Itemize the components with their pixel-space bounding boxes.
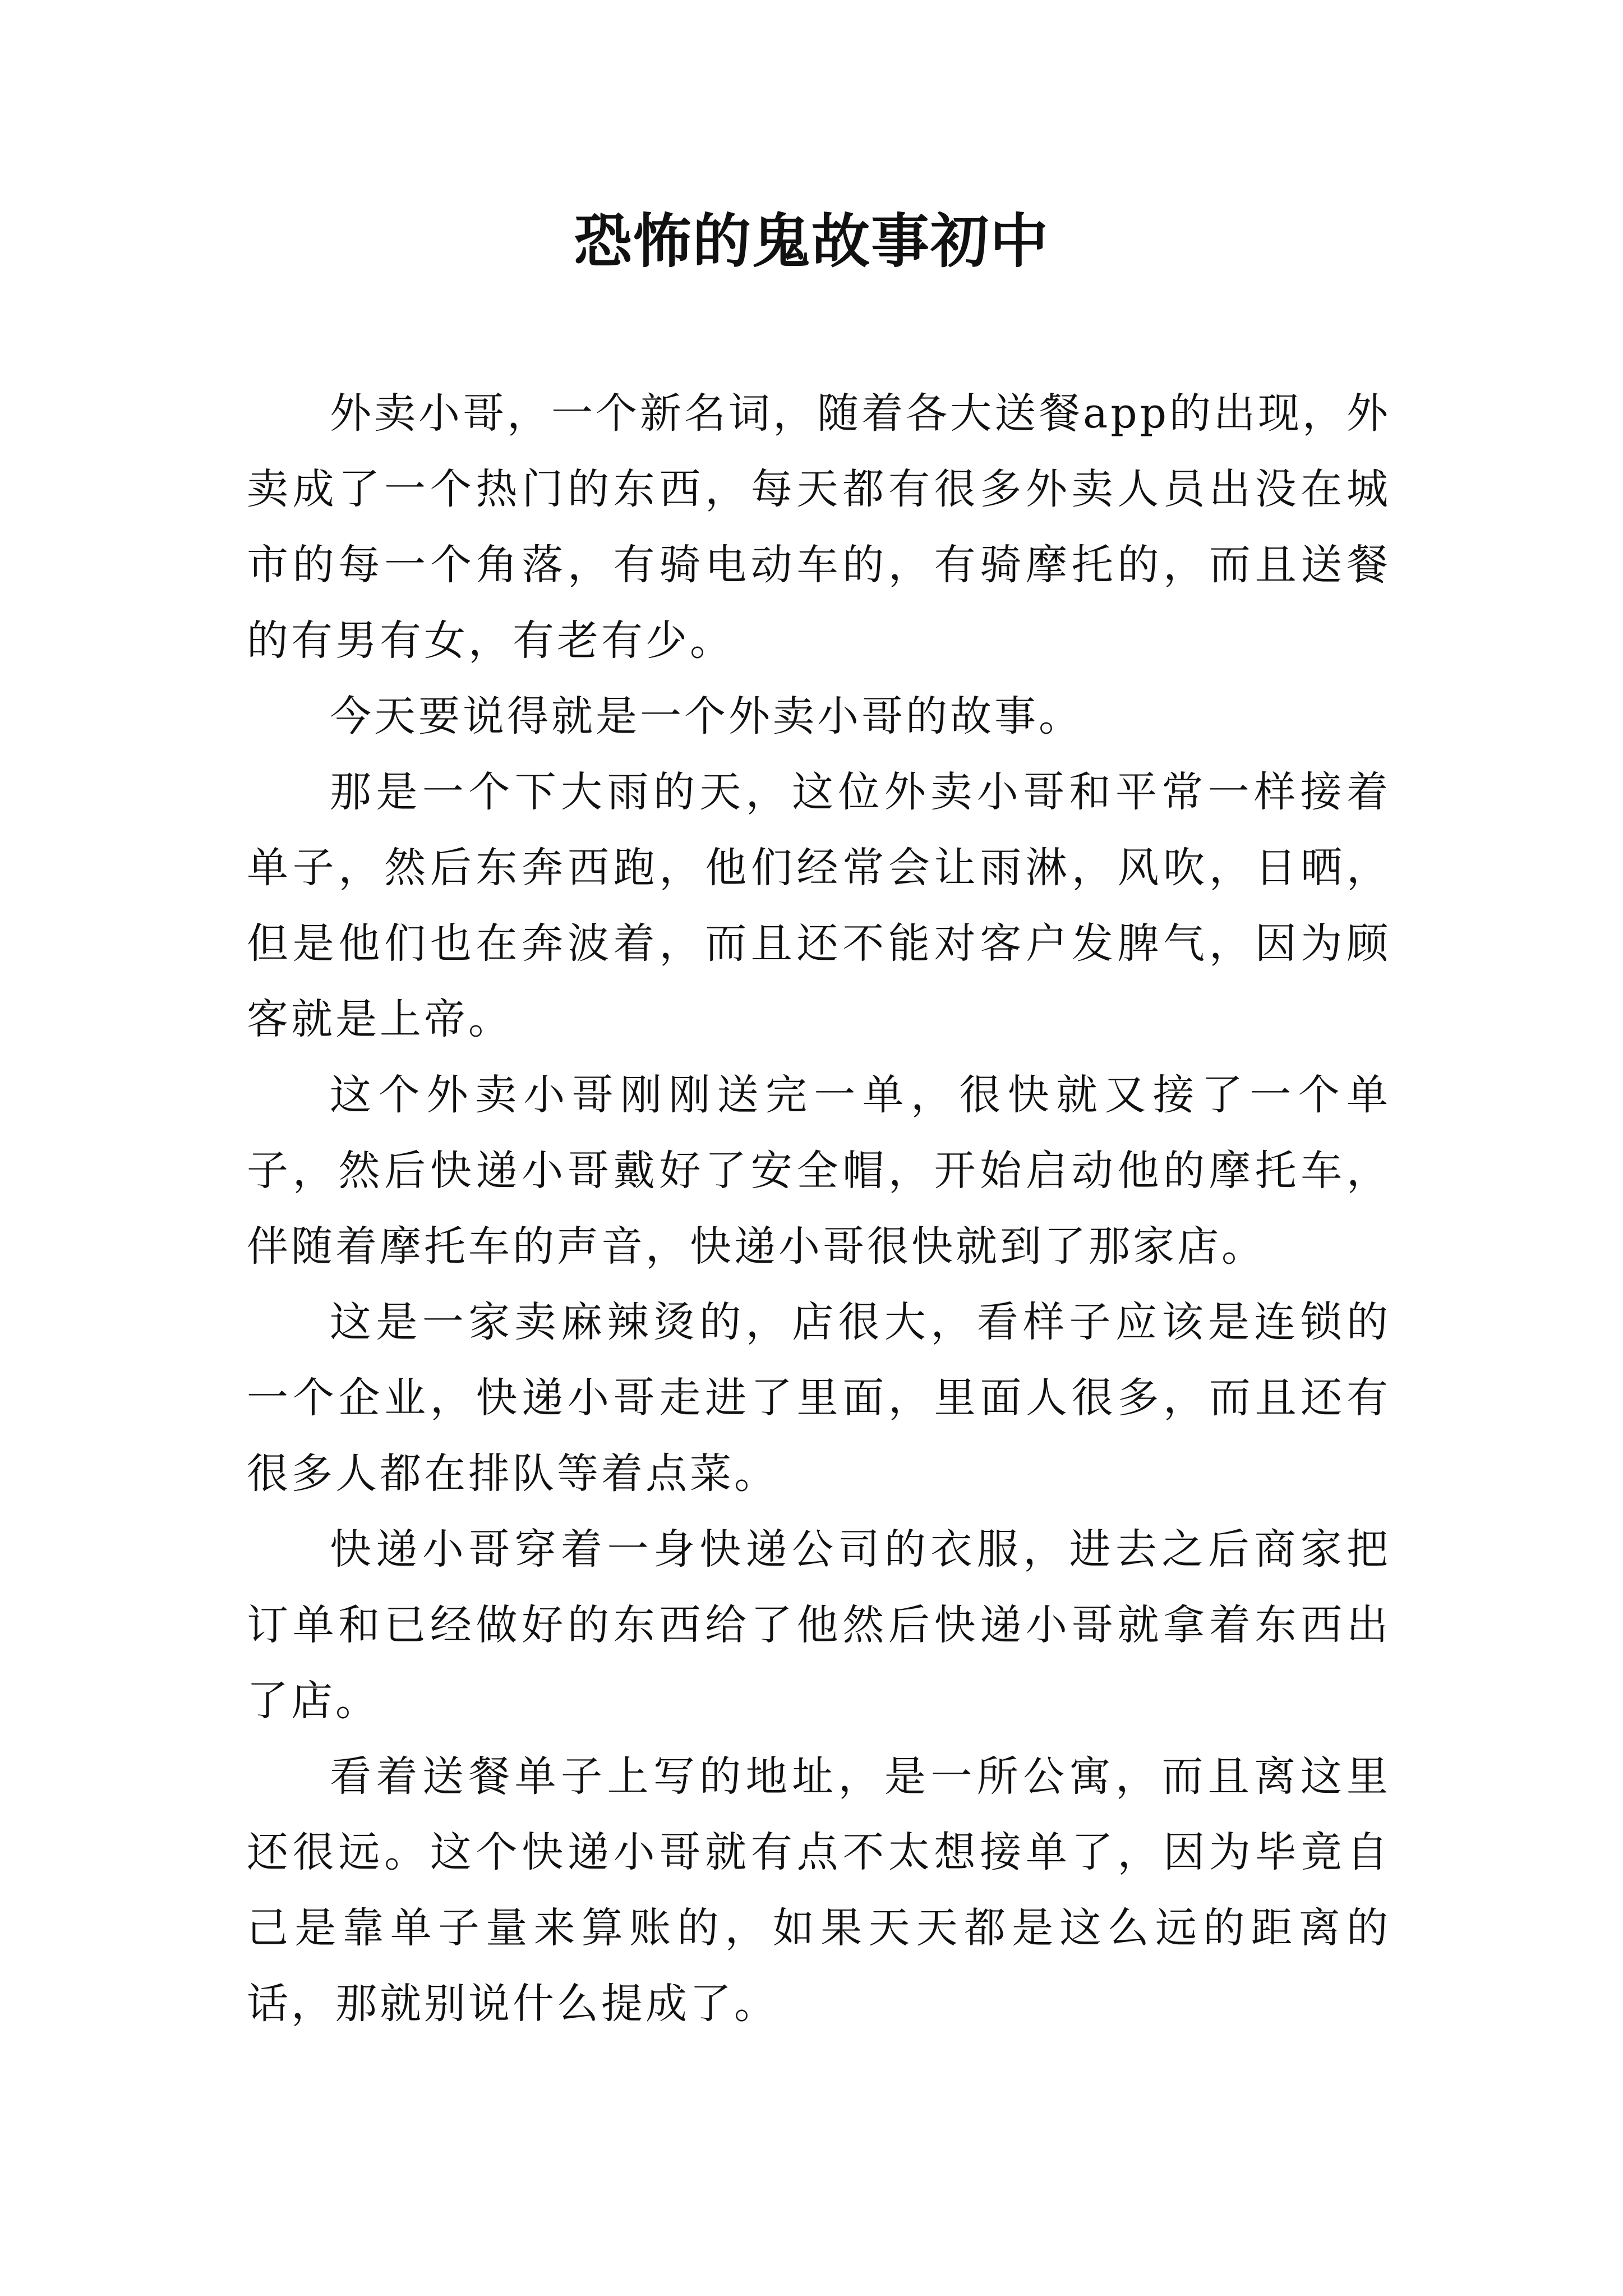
paragraph: 这是一家卖麻辣烫的，店很大，看样子应该是连锁的一个企业，快递小哥走进了里面，里面人很多，而且还有很多人都在排队等着点菜。	[247, 1298, 1391, 1498]
paragraph: 快递小哥穿着一身快递公司的衣服，进去之后商家把订单和已经做好的东西给了他然后快递小哥就拿着东西出了店。	[247, 1525, 1391, 1725]
paragraph: 外卖小哥，一个新名词，随着各大送餐app的出现，外卖成了一个热门的东西，每天都有很多外卖人员出没在城市的每一个角落，有骑电动车的，有骑摩托的，而且送餐的有男有女，有老有少。	[247, 389, 1391, 665]
paragraph: 那是一个下大雨的天，这位外卖小哥和平常一样接着单子，然后东奔西跑，他们经常会让雨淋，风吹，日晒，但是他们也在奔波着，而且还不能对客户发脾气，因为顾客就是上帝。	[247, 768, 1391, 1043]
paragraph: 今天要说得就是一个外卖小哥的故事。	[330, 692, 1083, 740]
paragraph: 看着送餐单子上写的地址，是一所公寓，而且离这里还很远。这个快递小哥就有点不太想接单了，因为毕竟自己是靠单子量来算账的，如果天天都是这么远的距离的话，那就别说什么提成了。	[247, 1752, 1391, 2028]
paragraph: 这个外卖小哥刚刚送完一单，很快就又接了一个单子，然后快递小哥戴好了安全帽，开始启动他的摩托车，伴随着摩托车的声音，快递小哥很快就到了那家店。	[247, 1071, 1391, 1271]
document-body	[247, 376, 1391, 2042]
document-title: 恐怖的鬼故事初中	[573, 206, 1049, 275]
